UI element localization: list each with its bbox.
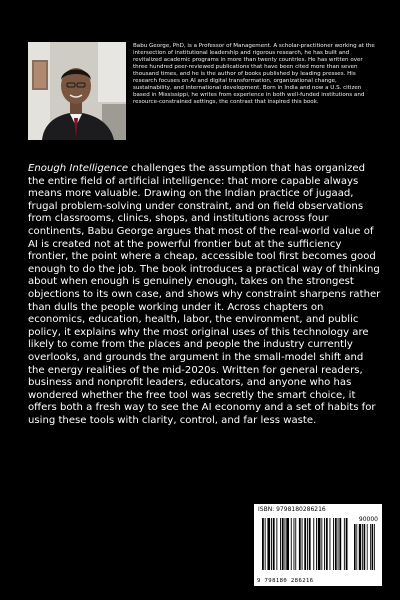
barcode-bar [307, 518, 308, 570]
price-code: 90000 [358, 516, 378, 523]
barcode-bar [354, 524, 356, 570]
book-title-italic: Enough Intelligence [28, 163, 129, 174]
barcode-bar [267, 518, 270, 570]
barcode-bar [372, 524, 374, 570]
barcode-bar [346, 518, 348, 570]
barcode-bar [318, 518, 321, 570]
barcode-bar [291, 518, 292, 570]
barcode-bar [285, 518, 286, 570]
barcode-bar [364, 524, 366, 570]
barcode-bar [302, 518, 303, 570]
barcode-bar [324, 518, 325, 570]
barcode-bar [326, 518, 328, 570]
barcode-bar [271, 518, 272, 570]
barcode-bar [282, 518, 284, 570]
author-photo [28, 42, 126, 140]
barcode-bar [356, 524, 357, 570]
barcode-digits: 9 798180 286216 [257, 578, 314, 584]
barcode-bar [295, 518, 296, 570]
barcode-bar [286, 518, 289, 570]
isbn-label: ISBN: 9798180286216 [258, 506, 326, 513]
book-description [28, 163, 382, 427]
barcode-bar [335, 518, 337, 570]
barcode-bar [316, 518, 317, 570]
barcode-bar [344, 518, 345, 570]
barcode-bar [370, 524, 371, 570]
barcode-bar [374, 524, 375, 570]
barcode-bar [262, 518, 264, 570]
barcode-bar [313, 518, 314, 570]
barcode-bar [330, 518, 331, 570]
barcode-bar [276, 518, 277, 570]
barcode-bar [338, 518, 339, 570]
barcode-bar [367, 524, 368, 570]
barcode-bar [321, 518, 322, 570]
book-description-body: challenges the assumption that has organized the entire field of artificial intelligence: that more capable always means more valuable. Drawing on the Indian practice of jugaad, frugal problem-solving under constraint, and on field observations from classrooms, clinics, shops, and institutions across four continents, Babu George argues that most of the real-world value of AI is created not at the powerful frontier but at the sufficiency frontier, the point where a cheap, accessible tool first becomes good enough to do the job. The book introduces a practical way of thinking about when enough is genuinely enough, takes on the strongest objections to its own case, and shows why constraint sharpens rather than dulls the people working under it. Across chapters on economics, education, health, labor, the environment, and public policy, it explains why the most original uses of this technology are likely to come from the places and people the industry currently overlooks, and grounds the argument in the small-model shift and the energy realities of the mid-2020s. Written for general readers, business and nonprofit leaders, educators, and anyone who has wondered whether the free tool was secretly the smart choice, it offers both a fresh way to see the AI economy and a set of habits for using these tools with clarity, control, and far less waste. [28, 163, 381, 426]
barcode-bar [359, 524, 361, 570]
isbn-barcode [254, 504, 382, 586]
barcode-bar [362, 524, 363, 570]
barcode-bar [265, 518, 266, 570]
barcode-bar [339, 518, 341, 570]
barcode-bar [280, 518, 281, 570]
author-portrait-image [28, 42, 126, 140]
barcode-bar [309, 518, 311, 570]
barcode-bar [273, 518, 275, 570]
barcode-bar [333, 518, 334, 570]
author-bio: Babu George, PhD, is a Professor of Management. A scholar-practitioner working at the intersection of institutional leadership and rigorous research, he has built and revitalized academic programs in more than twenty countries. He has written over three hundred peer-reviewed publications that have been cited more than seven thousand times, and he is the author of books published by leading presses. His research focuses on AI and digital transformation, organizational change, sustainability, and international development. Born in India and now a U.S. citizen based in Mississippi, he writes from experience in both well-funded institutions and resource-constrained settings, the contrast that inspired this book. [133, 43, 375, 106]
barcode-bars [260, 518, 376, 574]
barcode-bar [304, 518, 306, 570]
barcode-bar [299, 518, 301, 570]
barcode-bar [294, 518, 295, 570]
